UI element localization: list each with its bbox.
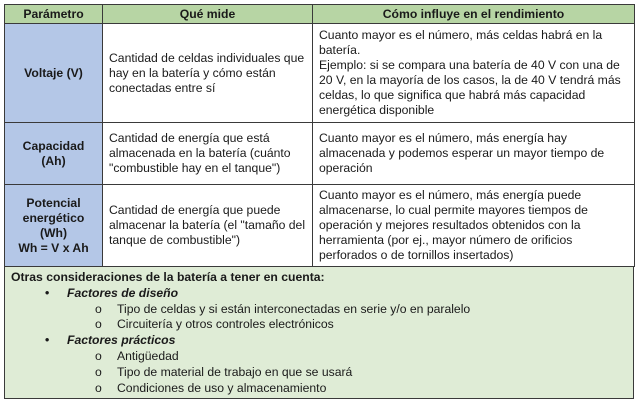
list-item [5, 317, 633, 333]
header-parametro: Parámetro [5, 5, 103, 24]
sub-bullet-icon: o [95, 380, 102, 395]
sub-bullet-icon: o [95, 317, 102, 332]
list-item-text: Condiciones de uso y almacenamiento [117, 380, 327, 395]
param-label: Capacidad (Ah) [22, 138, 85, 168]
factor-list [5, 286, 633, 397]
header-que-mide: Qué mide [103, 5, 313, 24]
influence-cell: Cuanto mayor es el número, más celdas habrá en la batería. Ejemplo: si se compara una batería de 40 V con una de 20 V, en la mayoría de los casos, la de 40 V tendrá más celdas, lo que significa que habrá más capacidad energética disponible [313, 24, 635, 123]
influence-cell: Cuanto mayor es el número, más energía hay almacenada y podemos esperar un mayor tiempo de operación [313, 123, 635, 185]
bullet-icon: • [45, 285, 50, 300]
list-item [5, 365, 633, 381]
sub-bullet-icon: o [95, 364, 102, 379]
list-item-text: Antigüedad [117, 348, 179, 363]
list-item-text: Tipo de celdas y si están interconectadas en serie y/o en paralelo [117, 301, 471, 316]
factor-label: Factores de diseño [67, 285, 179, 300]
list-item-text: Circuitería y otros controles electrónicos [117, 317, 334, 332]
header-como-influye: Cómo influye en el rendimiento [313, 5, 635, 24]
factor-item-practicos [5, 333, 633, 349]
list-item-text: Tipo de material de trabajo en que se usará [117, 364, 353, 379]
other-considerations-box [4, 267, 634, 399]
param-cell [5, 185, 103, 267]
list-item [5, 349, 633, 365]
factor-item-diseno [5, 286, 633, 302]
factor-label: Factores prácticos [67, 333, 176, 348]
list-item [5, 381, 633, 397]
measures-cell: Cantidad de celdas individuales que hay en la batería y cómo están conectadas entre sí [103, 24, 313, 123]
battery-parameters-table [4, 4, 635, 267]
other-considerations-title: Otras consideraciones de la batería a tener en cuenta: [11, 270, 325, 284]
param-cell [5, 24, 103, 123]
bullet-icon: • [45, 333, 50, 348]
measures-cell: Cantidad de energía que está almacenada en la batería (cuánto "combustible hay en el tanque") [103, 123, 313, 185]
table-header-row [5, 5, 635, 24]
sub-bullet-icon: o [95, 301, 102, 316]
sub-bullet-icon: o [95, 348, 102, 363]
table-row-potencial [5, 185, 635, 267]
measures-cell: Cantidad de energía que puede almacenar la batería (el "tamaño del tanque de combustible") [103, 185, 313, 267]
list-item [5, 302, 633, 318]
table-row-voltaje [5, 24, 635, 123]
param-cell [5, 123, 103, 185]
influence-cell: Cuanto mayor es el número, más energía puede almacenarse, lo cual permite mayores tiempos de operación y mejores resultados obtenidos con la herramienta (por ej., mayor número de orificios perforados o de tornillos insertados) [313, 185, 635, 267]
table-row-capacidad [5, 123, 635, 185]
param-label: Voltaje (V) [24, 65, 83, 80]
param-label: Potencial energético (Wh) Wh = V x Ah [18, 195, 89, 255]
battery-considerations-document [4, 4, 634, 399]
